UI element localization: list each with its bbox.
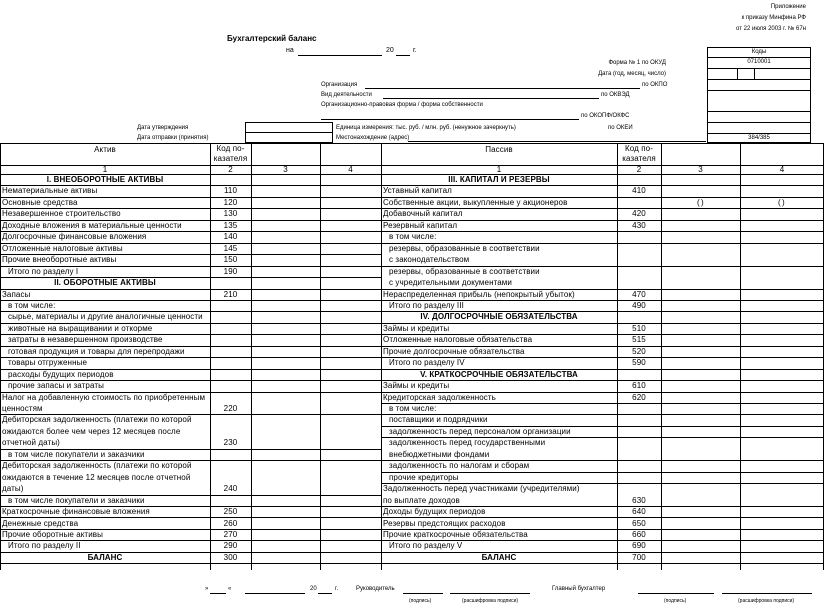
row-code: 490	[632, 300, 646, 310]
value-cell-col3[interactable]	[251, 449, 320, 460]
row-label: Нераспределенная прибыль (непокрытый убыток)	[383, 289, 575, 299]
row-label: Итого по разделу I	[8, 266, 79, 276]
value-cell-col4[interactable]	[320, 231, 381, 242]
col-number: 4	[779, 165, 785, 174]
row-label: Незавершенное строительство	[2, 209, 121, 219]
value-cell-col4[interactable]	[320, 506, 381, 517]
row-code: 660	[632, 529, 646, 539]
value-cell-col4[interactable]	[320, 414, 381, 448]
liabilities-code-header-1: Код по-	[625, 144, 653, 153]
value-cell-col4[interactable]	[320, 289, 381, 300]
value-cell-col4[interactable]	[740, 426, 824, 437]
value-cell-col3[interactable]	[251, 506, 320, 517]
value-cell-col4[interactable]	[740, 380, 824, 391]
row-label: Прочие краткосрочные обязательства	[383, 529, 528, 539]
value-cell-col4[interactable]	[320, 495, 381, 506]
row-label: в том числе покупатели и заказчики	[8, 449, 145, 459]
value-cell-col3[interactable]	[251, 346, 320, 357]
row-label: Уставный капитал	[383, 186, 452, 196]
row-label: Прочие долгосрочные обязательства	[383, 346, 525, 356]
row-code: 240	[223, 484, 238, 494]
row-label: Займы и кредиты	[383, 323, 450, 333]
row-code: 190	[223, 266, 238, 276]
value-cell-col4[interactable]	[740, 185, 824, 196]
row-label: задолженность по налогам и сборам	[389, 461, 530, 471]
col-number: 4	[348, 165, 353, 174]
value-cell-col4[interactable]	[740, 518, 824, 529]
location-label: Местонахождение (адрес)	[336, 135, 410, 141]
date-prefix: на	[286, 47, 294, 54]
row-label: Основные средства	[2, 197, 78, 207]
row-label: с законодательством	[389, 255, 470, 265]
value-cell-col3[interactable]	[661, 323, 740, 334]
accountant-label: Главный бухгалтер	[552, 586, 606, 592]
value-cell-col3[interactable]	[251, 392, 320, 415]
row-code: 630	[632, 495, 646, 505]
value-cell-col4[interactable]	[320, 266, 381, 277]
year-prefix: 20	[386, 47, 394, 54]
footer-year-suffix: г.	[335, 586, 339, 592]
paren-close: )	[701, 197, 704, 207]
value-cell-col3[interactable]	[661, 311, 740, 322]
row-code: 515	[632, 335, 646, 345]
col-number: 3	[283, 165, 288, 174]
value-cell-col4[interactable]	[740, 334, 824, 345]
value-cell-col4[interactable]	[320, 323, 381, 334]
value-cell-col4[interactable]	[320, 277, 381, 288]
accountant-decode-line[interactable]	[722, 593, 812, 594]
balance-table	[0, 143, 824, 571]
row-label: Кредиторская задолженность	[383, 392, 496, 402]
balance-total-label: БАЛАНС	[481, 552, 517, 562]
section-header: IV. ДОЛГОСРОЧНЫЕ ОБЯЗАТЕЛЬСТВА	[420, 312, 578, 322]
activity-label: Вид деятельности	[321, 92, 372, 98]
row-label: Резервный капитал	[383, 220, 458, 230]
page-title: Бухгалтерский баланс	[227, 34, 317, 43]
value-cell-col3[interactable]	[661, 380, 740, 391]
row-label: поставщики и подрядчики	[389, 415, 488, 425]
okopf-label: по ОКОПФ/ОКФС	[581, 113, 630, 119]
value-cell-col3[interactable]	[251, 231, 320, 242]
value-cell-col4[interactable]	[320, 552, 381, 563]
balance-total-label: БАЛАНС	[87, 552, 123, 562]
value-cell-col3[interactable]	[661, 334, 740, 345]
value-cell-col4[interactable]	[320, 311, 381, 322]
value-cell-col3[interactable]	[661, 289, 740, 300]
value-cell-col4[interactable]	[740, 414, 824, 425]
form-label: Форма № 1 по ОКУД	[608, 60, 666, 66]
row-label: задолженность перед персоналом организации	[389, 426, 571, 436]
value-cell-col3[interactable]	[661, 414, 740, 425]
value-cell-col4[interactable]	[740, 529, 824, 540]
row-code: 260	[223, 518, 238, 528]
row-label: Займы и кредиты	[383, 381, 450, 391]
value-cell-col3[interactable]	[661, 518, 740, 529]
row-code: 690	[632, 541, 646, 551]
okpo-label: по ОКПО	[642, 82, 668, 88]
liabilities-header: Пассив	[485, 145, 513, 154]
value-cell-col3[interactable]	[251, 185, 320, 196]
row-code: 140	[223, 232, 238, 242]
row-label: Доходы будущих периодов	[383, 507, 486, 517]
row-label: Прочие оборотные активы	[2, 529, 103, 539]
org-field-line[interactable]	[365, 88, 640, 89]
row-label: животные на выращивании и откорме	[8, 323, 153, 333]
value-cell-col3[interactable]	[661, 208, 740, 219]
okei-label: по ОКЕИ	[608, 125, 633, 131]
row-label: Резервы предстоящих расходов	[383, 518, 506, 528]
value-cell-col4[interactable]	[740, 392, 824, 403]
value-cell-col3[interactable]	[661, 185, 740, 196]
head-decode-line[interactable]	[450, 593, 530, 594]
row-label: даты)	[2, 484, 24, 494]
row-label: в том числе:	[389, 404, 437, 413]
row-label: с учредительными документами	[389, 278, 512, 288]
value-cell-col4[interactable]	[740, 506, 824, 517]
value-cell-col3[interactable]	[661, 552, 740, 563]
value-cell-col3[interactable]	[251, 266, 320, 277]
legal-form-label: Организационно-правовая форма / форма собственности	[321, 102, 483, 108]
value-cell-col4[interactable]	[320, 529, 381, 540]
value-cell-col4[interactable]	[320, 300, 381, 311]
value-cell-col3[interactable]	[661, 346, 740, 357]
row-label: товары отгруженные	[8, 358, 87, 368]
row-label: Прочие внеоборотные активы	[2, 255, 117, 265]
row-code: 640	[632, 507, 646, 517]
value-cell-col3[interactable]	[251, 369, 320, 380]
value-cell-col4[interactable]	[320, 380, 381, 391]
value-cell-col4[interactable]	[740, 346, 824, 357]
value-cell-col3[interactable]	[251, 518, 320, 529]
value-cell-col3[interactable]	[251, 174, 320, 185]
footer-month-line[interactable]	[245, 593, 305, 594]
head-sign-line[interactable]	[403, 593, 443, 594]
year-field-line[interactable]	[396, 55, 410, 56]
accountant-sign-caption: (подпись)	[664, 598, 687, 604]
accountant-sign-line[interactable]	[638, 593, 714, 594]
section-header: II. ОБОРОТНЫЕ АКТИВЫ	[54, 278, 156, 288]
value-cell-col4[interactable]	[740, 289, 824, 300]
value-cell-col4[interactable]	[740, 437, 824, 460]
row-label: Дебиторская задолженность (платежи по которой	[2, 461, 192, 471]
value-cell-col3[interactable]	[251, 495, 320, 506]
row-label: в том числе:	[8, 300, 56, 310]
appendix-line-2: к приказу Минфина РФ	[741, 15, 806, 21]
paren-open: (	[778, 197, 781, 207]
value-cell-col3[interactable]	[251, 460, 320, 494]
activity-field-line[interactable]	[383, 98, 599, 99]
value-cell-col3[interactable]	[661, 472, 740, 483]
row-code: 510	[632, 323, 646, 333]
row-label: в том числе:	[389, 232, 437, 242]
row-code: 220	[223, 404, 238, 413]
value-cell-col4[interactable]	[320, 254, 381, 265]
row-label: затраты в незавершенном производстве	[8, 335, 163, 345]
value-cell-col3[interactable]	[661, 437, 740, 460]
value-cell-col3[interactable]	[661, 220, 740, 231]
assets-header: Актив	[94, 145, 116, 154]
sent-date-label: Дата отправки (принятия)	[137, 135, 209, 141]
paren-close: )	[782, 197, 785, 207]
col-number: 3	[698, 165, 703, 174]
row-code: 300	[223, 552, 238, 562]
col-number: 2	[636, 165, 642, 174]
head-label: Руководитель	[356, 586, 395, 592]
value-cell-col3[interactable]	[251, 289, 320, 300]
value-cell-col3[interactable]	[251, 220, 320, 231]
legal-form-field-line[interactable]	[321, 119, 579, 120]
approval-date-label: Дата утверждения	[137, 125, 189, 131]
value-cell-col4[interactable]	[740, 311, 824, 322]
value-cell-col4[interactable]	[320, 220, 381, 231]
value-cell-col4[interactable]	[740, 483, 824, 506]
value-cell-col3[interactable]	[251, 254, 320, 265]
value-cell-col4[interactable]	[320, 518, 381, 529]
value-cell-col3[interactable]	[251, 414, 320, 448]
value-cell-col3[interactable]	[661, 369, 740, 380]
row-code: 520	[632, 346, 646, 356]
value-cell-col3[interactable]	[661, 426, 740, 437]
value-cell-col3[interactable]	[251, 357, 320, 368]
value-cell-col4[interactable]	[740, 300, 824, 311]
value-cell-col3[interactable]	[661, 392, 740, 403]
row-code: 420	[632, 209, 646, 219]
head-decode-caption: (расшифровка подписи)	[462, 598, 519, 604]
row-label: ценностям	[2, 404, 43, 413]
row-label: по выплате доходов	[383, 495, 460, 505]
value-cell-col4[interactable]	[740, 403, 824, 414]
row-code: 650	[632, 518, 646, 528]
row-code: 145	[223, 243, 238, 253]
col-number: 1	[496, 165, 502, 174]
unit-label: Единица измерения: тыс. руб. / млн. руб. (ненужное зачеркнуть)	[336, 125, 516, 131]
form-code: 0710001	[747, 59, 771, 65]
row-label: Налог на добавленную стоимость по приобретенным	[2, 392, 206, 402]
value-cell-col4[interactable]	[740, 369, 824, 380]
value-cell-col3[interactable]	[251, 552, 320, 563]
assets-code-header-1: Код по-	[216, 144, 245, 153]
row-label: отчетной даты)	[2, 438, 60, 448]
appendix-line-1: Приложение	[770, 4, 806, 10]
row-code: 470	[632, 289, 646, 299]
value-cell-col4[interactable]	[740, 243, 824, 266]
value-cell-col3[interactable]	[251, 323, 320, 334]
value-cell-col4[interactable]	[320, 392, 381, 415]
row-code: 410	[632, 186, 646, 196]
row-code: 250	[223, 507, 238, 517]
row-code: 120	[223, 197, 238, 207]
value-cell-col4[interactable]	[320, 460, 381, 494]
value-cell-col4[interactable]	[740, 208, 824, 219]
value-cell-col4[interactable]	[320, 449, 381, 460]
row-label: ожидаются в течение 12 месяцев после отчетной	[2, 472, 191, 482]
value-cell-col4[interactable]	[740, 174, 824, 185]
row-code: 150	[223, 255, 238, 265]
value-cell-col4[interactable]	[320, 208, 381, 219]
value-cell-col4[interactable]	[320, 174, 381, 185]
value-cell-col3[interactable]	[251, 540, 320, 551]
section-header: III. КАПИТАЛ И РЕЗЕРВЫ	[448, 175, 550, 184]
col-number: 2	[228, 165, 233, 174]
section-header: V. КРАТКОСРОЧНЫЕ ОБЯЗАТЕЛЬСТВА	[420, 369, 578, 379]
date-label: Дата (год, месяц, число)	[598, 71, 666, 77]
row-label: Долгосрочные финансовые вложения	[2, 232, 147, 242]
row-label: Итого по разделу V	[389, 541, 463, 551]
value-cell-col3[interactable]	[251, 380, 320, 391]
value-cell-col4[interactable]	[740, 197, 824, 208]
codes-header: Коды	[751, 49, 767, 55]
row-label: ожидаются более чем через 12 месяцев после	[2, 426, 181, 436]
row-label: прочие кредиторы	[389, 472, 459, 482]
row-label: Итого по разделу IV	[389, 358, 465, 368]
okei-code: 384/385	[748, 135, 770, 141]
value-cell-col3[interactable]	[661, 357, 740, 368]
appendix-line-3: от 22 июля 2003 г. № 67н	[736, 26, 806, 32]
row-code: 290	[223, 541, 238, 551]
value-cell-col3[interactable]	[661, 231, 740, 242]
value-cell-col4[interactable]	[740, 220, 824, 231]
footer-year-prefix: 20	[310, 586, 317, 592]
value-cell-col4[interactable]	[740, 540, 824, 551]
row-code: 230	[223, 438, 238, 448]
assets-code-header-2: казателя	[213, 154, 248, 163]
year-suffix: г.	[413, 47, 417, 54]
row-code: 590	[632, 358, 646, 368]
row-label: Собственные акции, выкупленные у акционеров	[383, 197, 568, 207]
row-label: Добавочный капитал	[383, 209, 463, 219]
col-number: 1	[102, 165, 108, 174]
value-cell-col3[interactable]	[661, 300, 740, 311]
footer-quote-close: «	[228, 586, 232, 592]
value-cell-col3[interactable]	[661, 403, 740, 414]
value-cell-col4[interactable]	[740, 472, 824, 483]
row-label: Отложенные налоговые активы	[2, 243, 123, 253]
liabilities-code-header-2: казателя	[622, 154, 656, 163]
row-label: Итого по разделу III	[389, 300, 464, 310]
value-cell-col3[interactable]	[251, 300, 320, 311]
row-code: 130	[223, 209, 238, 219]
row-label: резервы, образованные в соответствии	[389, 266, 540, 276]
value-cell-col3[interactable]	[251, 243, 320, 254]
value-cell-col3[interactable]	[251, 334, 320, 345]
value-cell-col4[interactable]	[320, 369, 381, 380]
value-cell-col4[interactable]	[320, 346, 381, 357]
row-label: внебюджетными фондами	[389, 449, 490, 459]
date-field-line[interactable]	[298, 55, 382, 56]
value-cell-col3[interactable]	[661, 174, 740, 185]
row-label: прочие запасы и затраты	[8, 381, 104, 391]
row-label: сырье, материалы и другие аналогичные ценности	[8, 312, 203, 322]
row-label: Итого по разделу II	[8, 541, 81, 551]
value-cell-col3[interactable]	[661, 243, 740, 266]
value-cell-col3[interactable]	[661, 266, 740, 289]
row-label: Отложенные налоговые обязательства	[383, 335, 533, 345]
row-label: готовая продукция и товары для перепродажи	[8, 346, 185, 356]
row-code: 620	[632, 392, 646, 402]
okved-label: по ОКВЭД	[601, 92, 630, 98]
row-code: 110	[223, 186, 238, 196]
row-label: Задолженность перед участниками (учредителями)	[383, 484, 580, 494]
row-label: в том числе покупатели и заказчики	[8, 495, 145, 505]
value-cell-col4[interactable]	[320, 357, 381, 368]
accountant-decode-caption: (расшифровка подписи)	[738, 598, 795, 604]
footer-year-line[interactable]	[318, 593, 332, 594]
row-label: резервы, образованные в соответствии	[389, 243, 540, 253]
row-label: Запасы	[2, 289, 31, 299]
row-code: 210	[223, 289, 238, 299]
value-cell-col4[interactable]	[740, 460, 824, 471]
value-cell-col4[interactable]	[740, 231, 824, 242]
value-cell-col3[interactable]	[661, 460, 740, 471]
value-cell-col4[interactable]	[320, 185, 381, 196]
value-cell-col4[interactable]	[740, 323, 824, 334]
value-cell-col3[interactable]	[251, 311, 320, 322]
value-cell-col4[interactable]	[320, 540, 381, 551]
row-label: Доходные вложения в материальные ценности	[2, 220, 182, 230]
value-cell-col4[interactable]	[740, 357, 824, 368]
value-cell-col3[interactable]	[251, 529, 320, 540]
section-header: I. ВНЕОБОРОТНЫЕ АКТИВЫ	[46, 175, 164, 184]
value-cell-col3[interactable]	[251, 277, 320, 288]
value-cell-col3[interactable]	[251, 208, 320, 219]
row-label: Нематериальные активы	[2, 186, 98, 196]
row-label: задолженность перед государственными	[389, 438, 546, 448]
row-label: Дебиторская задолженность (платежи по которой	[2, 415, 192, 425]
value-cell-col4[interactable]	[320, 243, 381, 254]
value-cell-col3[interactable]	[661, 540, 740, 551]
row-code: 610	[632, 381, 646, 391]
value-cell-col3[interactable]	[661, 506, 740, 517]
org-label: Организация	[321, 82, 358, 88]
value-cell-col3[interactable]	[251, 197, 320, 208]
row-code: 270	[223, 529, 238, 539]
row-label: расходы будущих периодов	[8, 369, 114, 379]
footer-day-line[interactable]	[210, 593, 226, 594]
value-cell-col4[interactable]	[320, 334, 381, 345]
value-cell-col4[interactable]	[740, 552, 824, 563]
row-code: 700	[632, 552, 646, 562]
value-cell-col4[interactable]	[320, 197, 381, 208]
footer-quote-open: »	[205, 586, 209, 592]
row-label: Денежные средства	[2, 518, 79, 528]
head-sign-caption: (подпись)	[409, 598, 432, 604]
row-code: 430	[632, 220, 646, 230]
row-label: Краткосрочные финансовые вложения	[2, 507, 150, 517]
value-cell-col3[interactable]	[661, 529, 740, 540]
paren-open: (	[697, 197, 700, 207]
value-cell-col3[interactable]	[661, 483, 740, 506]
value-cell-col3[interactable]	[661, 197, 740, 208]
location-field-line[interactable]	[408, 141, 706, 142]
row-code: 135	[223, 220, 238, 230]
value-cell-col4[interactable]	[740, 266, 824, 289]
